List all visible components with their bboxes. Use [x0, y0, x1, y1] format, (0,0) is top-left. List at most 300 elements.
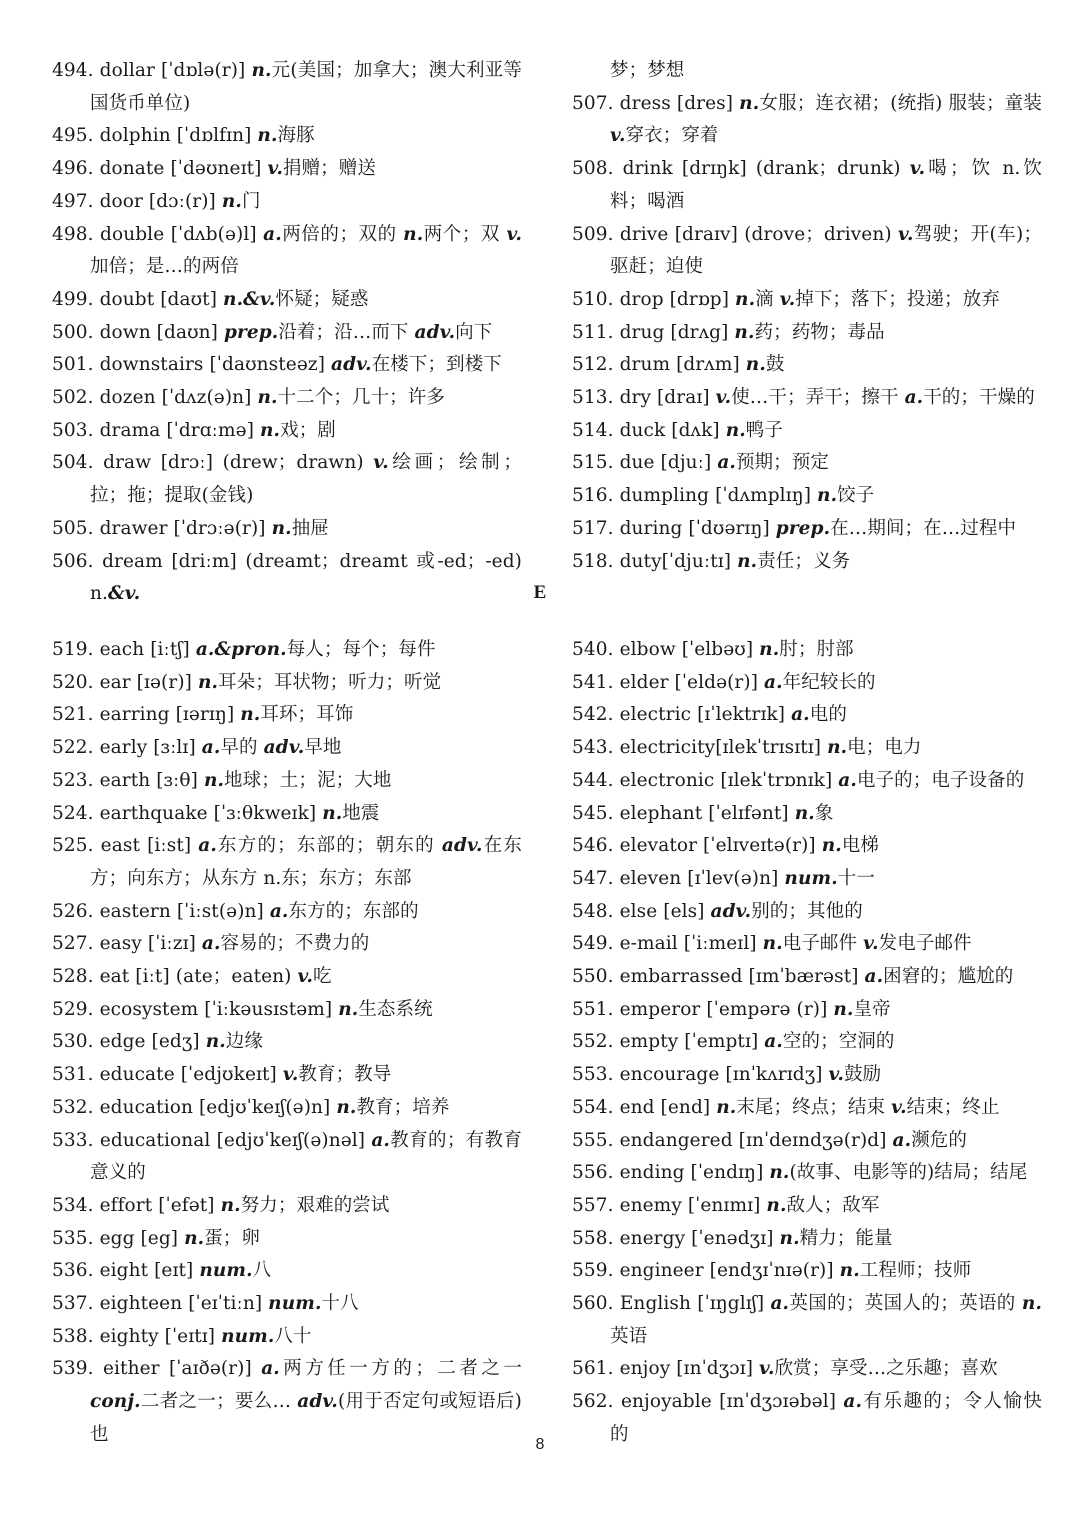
entry-text: 522. early [ɜːlɪ]: [52, 737, 202, 759]
entry-text: 驾驶；开(车)；驱赶；迫使: [610, 223, 1042, 278]
part-of-speech: n.: [734, 321, 755, 343]
vocab-entry: [572, 382, 1042, 415]
entry-text: 耳朵；耳状物；听力；听觉: [218, 671, 442, 693]
entry-text: 容易的；不费力的: [220, 933, 370, 955]
entry-text: 504. draw [drɔː] (drew；drawn): [52, 452, 374, 474]
part-of-speech: n.: [240, 704, 261, 726]
entry-text: 555. endangered [ɪnˈdeɪndʒə(r)d]: [572, 1129, 893, 1151]
part-of-speech: v.: [897, 223, 914, 245]
entry-text: 494. dollar [ˈdɒlə(r)]: [52, 60, 252, 81]
vocab-entry: [572, 765, 1042, 798]
entry-text: 别的；其他的: [751, 900, 863, 922]
column-right-bottom: [572, 634, 1042, 1452]
entry-text: 向下: [455, 321, 493, 343]
entry-text: 501. downstairs [ˈdaʊnsteəz]: [52, 354, 332, 376]
entry-text: 喝；饮 n.饮料；喝酒: [610, 158, 1042, 212]
vocab-entry: [52, 830, 522, 895]
vocab-entry: [52, 1223, 522, 1256]
entry-text: 电的: [809, 704, 847, 726]
part-of-speech: adv.: [710, 900, 752, 922]
entry-text: 地球；土；泥；大地: [224, 769, 392, 791]
entry-text: 559. engineer [endʒɪˈnɪə(r)]: [572, 1260, 840, 1282]
entry-text: 535. egg [eg]: [52, 1227, 185, 1249]
entry-text: 肘；肘部: [779, 639, 854, 660]
part-of-speech: adv.: [331, 354, 372, 376]
part-of-speech: n.: [184, 1227, 205, 1249]
entry-text: 女服；连衣裙；(统指) 服装；童装: [759, 92, 1042, 114]
vocab-entry: [52, 55, 522, 120]
part-of-speech: n.: [766, 1194, 787, 1216]
entry-text: 495. dolphin [ˈdɒlfɪn]: [52, 125, 258, 147]
entry-text: 511. drug [drʌg]: [572, 321, 735, 343]
entry-text: 欣赏；享受…之乐趣；喜欢: [774, 1358, 998, 1380]
vocab-entry: [52, 349, 522, 382]
entry-text: 505. drawer [ˈdrɔːə(r)]: [52, 517, 272, 539]
entry-text: 蛋；卵: [204, 1227, 260, 1249]
part-of-speech: n.: [762, 933, 783, 955]
part-of-speech: v.: [506, 223, 522, 245]
part-of-speech: num.: [268, 1293, 322, 1315]
entry-text: 561. enjoy [ɪnˈdʒɔɪ]: [572, 1358, 760, 1380]
entry-text: 戏；剧: [280, 419, 336, 441]
part-of-speech: n.: [817, 485, 838, 507]
part-of-speech: v.: [863, 933, 879, 955]
vocab-entry: [572, 994, 1042, 1027]
entry-text: 元(美国；加拿大；澳大利亚等国货币单位): [90, 60, 523, 114]
entry-text: 八: [252, 1260, 272, 1282]
vocab-entry: [572, 928, 1042, 961]
entry-text: 527. easy [ˈiːzɪ]: [52, 933, 202, 955]
vocab-entry: [572, 447, 1042, 480]
entry-text: 523. earth [ɜːθ]: [52, 769, 204, 791]
vocab-entry: [572, 1353, 1042, 1386]
part-of-speech: n.: [251, 60, 272, 81]
vocab-entry: [572, 634, 1042, 667]
vocab-entry: [52, 317, 522, 350]
part-of-speech: v.: [891, 1096, 907, 1118]
entry-text: 530. edge [edʒ]: [52, 1031, 206, 1053]
part-of-speech: adv.: [441, 835, 483, 857]
entry-text: 552. empty [ˈemptɪ]: [572, 1031, 765, 1053]
entry-text: 558. energy [ˈenədʒɪ]: [572, 1227, 780, 1249]
part-of-speech: num.: [199, 1260, 253, 1282]
entry-text: 549. e-mail [ˈiːmeɪl]: [572, 933, 763, 955]
entry-text: 500. down [daʊn]: [52, 321, 224, 343]
vocab-entry: [52, 961, 522, 994]
vocab-entry: [572, 219, 1042, 284]
part-of-speech: a.: [269, 900, 289, 922]
entry-text: 结束；终止: [906, 1096, 1000, 1118]
entry-text: 506. dream [driːm] (dreamt；dreamt 或-ed；-ed) n.: [52, 550, 522, 605]
part-of-speech: a.: [764, 1031, 783, 1053]
entry-text: 加倍；是…的两倍: [90, 256, 239, 278]
vocab-entry: [572, 1288, 1042, 1353]
entry-text: 预期；预定: [735, 452, 829, 474]
entry-text: 象: [814, 802, 834, 824]
part-of-speech: n.: [220, 1194, 241, 1216]
part-of-speech: a.: [717, 452, 736, 474]
vocab-entry: [572, 1059, 1042, 1092]
entry-text: 英国的；英国人的；英语的: [789, 1293, 1022, 1315]
entry-text: 537. eighteen [ˈeɪˈtiːn]: [52, 1293, 269, 1315]
entry-text: 敌人；敌军: [786, 1194, 880, 1216]
vocab-entry: [52, 284, 522, 317]
vocab-entry: [572, 1223, 1042, 1256]
entry-text: 八十: [274, 1325, 312, 1347]
vocab-entry: [572, 896, 1042, 929]
part-of-speech: v.: [610, 125, 626, 147]
part-of-speech: num.: [784, 867, 838, 889]
entry-text: 在…期间；在…过程中: [830, 517, 1017, 539]
entry-text: 520. ear [ɪə(r)]: [52, 671, 198, 693]
entry-text: 551. emperor [ˈempərə (r)]: [572, 998, 834, 1020]
entry-text: 努力；艰难的尝试: [240, 1194, 390, 1216]
entry-text: 536. eight [eɪt]: [52, 1260, 200, 1282]
column-right-top: [572, 55, 1042, 578]
part-of-speech: a.: [904, 387, 924, 409]
part-of-speech: conj.: [90, 1391, 141, 1413]
part-of-speech: a.&pron.: [195, 639, 287, 660]
entry-text: 皇帝: [853, 998, 891, 1020]
part-of-speech: n.: [221, 190, 242, 212]
entry-text: (用于否定句或短语后)也: [90, 1391, 522, 1445]
entry-text: 门: [241, 190, 261, 212]
part-of-speech: a.: [764, 671, 783, 693]
column-left-bottom: [52, 634, 522, 1452]
part-of-speech: n.: [739, 92, 760, 114]
vocab-entry: [52, 153, 522, 186]
entry-text: 541. elder [ˈeldə(r)]: [572, 671, 764, 693]
entry-text: 526. eastern [ˈiːst(ə)n]: [52, 900, 270, 922]
entry-text: 鼓励: [844, 1064, 882, 1086]
entry-text: 滴: [755, 288, 780, 310]
entry-text: 528. eat [iːt] (ate；eaten): [52, 966, 298, 988]
vocab-entry: [52, 798, 522, 831]
entry-text: 抽屉: [291, 517, 329, 539]
part-of-speech: prep.: [223, 321, 279, 343]
entry-text: 543. electricity[ɪlekˈtrɪsɪtɪ]: [572, 737, 828, 759]
vocab-entry: [572, 1157, 1042, 1190]
entry-text: 539. either [ˈaɪðə(r)]: [52, 1358, 262, 1380]
vocab-entry: [572, 798, 1042, 831]
vocab-entry: [572, 830, 1042, 863]
entry-text: 发电子邮件: [878, 933, 972, 955]
vocab-entry: [572, 961, 1042, 994]
vocab-entry: [572, 153, 1042, 218]
entry-text: 边缘: [225, 1031, 263, 1053]
entry-text: 沿着；沿…而下: [278, 321, 415, 343]
entry-text: 560. English [ˈɪŋglɪʃ]: [572, 1293, 771, 1315]
vocab-entry: [572, 349, 1042, 382]
part-of-speech: n.&v.: [223, 288, 276, 310]
entry-text: 工程师；技师: [859, 1260, 972, 1282]
part-of-speech: n.: [257, 387, 278, 409]
vocab-entry: [52, 415, 522, 448]
entry-text: 540. elbow [ˈelbəʊ]: [572, 639, 760, 660]
entry-text: 553. encourage [ɪnˈkʌrɪdʒ]: [572, 1064, 829, 1086]
part-of-speech: n.: [745, 354, 766, 376]
entry-text: 两方任一方的；二者之一: [279, 1358, 522, 1380]
entry-text: 513. dry [draɪ]: [572, 387, 716, 409]
vocab-entry: [52, 667, 522, 700]
entry-text: 521. earring [ɪərɪŋ]: [52, 704, 241, 726]
entry-text: 534. effort [ˈefət]: [52, 1194, 221, 1216]
entry-text: 两倍的；双的: [281, 223, 404, 245]
entry-text: 绘画；绘制；拉；拖；提取(金钱): [90, 452, 522, 507]
vocab-entry: [52, 634, 522, 667]
part-of-speech: a.: [843, 1391, 863, 1413]
entry-text: 533. educational [edjʊˈkeɪʃ(ə)nəl]: [52, 1129, 372, 1151]
entry-text: 东方的；东部的；朝东的: [216, 835, 442, 857]
part-of-speech: v.: [828, 1064, 845, 1086]
entry-text: 早地: [304, 737, 342, 759]
part-of-speech: n.: [794, 802, 815, 824]
entry-text: 电子邮件: [782, 933, 864, 955]
part-of-speech: n.: [322, 802, 343, 824]
part-of-speech: n.: [403, 223, 424, 245]
entry-text: 东方的；东部的: [288, 900, 419, 922]
entry-text: 两个；双: [423, 223, 507, 245]
entry-text: 十八: [321, 1293, 359, 1315]
part-of-speech: a.: [864, 966, 884, 988]
part-of-speech: n.: [338, 998, 359, 1020]
vocab-entry: [52, 1255, 522, 1288]
entry-text: 使…干；弄干；擦干: [731, 387, 905, 409]
entry-text: 519. each [iːtʃ]: [52, 639, 196, 660]
entry-text: 516. dumpling [ˈdʌmplɪŋ]: [572, 485, 818, 507]
entry-text: 药；药物；毒品: [754, 321, 885, 343]
entry-text: 532. education [edjʊˈkeɪʃ(ə)n]: [52, 1096, 337, 1118]
vocab-entry: [572, 1190, 1042, 1223]
entry-text: 穿衣；穿着: [625, 125, 719, 147]
part-of-speech: a.: [791, 704, 810, 726]
entry-text: 英语: [610, 1325, 648, 1347]
part-of-speech: adv.: [297, 1391, 338, 1413]
entry-text: 496. donate [ˈdəʊneɪt]: [52, 158, 268, 180]
vocab-entry: [52, 447, 522, 512]
entry-text: 509. drive [draɪv] (drove；driven): [572, 223, 898, 245]
entry-text: 梦；梦想: [610, 60, 685, 81]
part-of-speech: a.: [371, 1129, 390, 1151]
entry-text: 早的: [220, 737, 264, 759]
part-of-speech: v.: [373, 452, 389, 474]
entry-text: 517. during [ˈdʊərɪŋ]: [572, 517, 776, 539]
entry-text: 责任；义务: [757, 550, 851, 572]
entry-text: 电子的；电子设备的: [856, 769, 1025, 791]
part-of-speech: n.: [735, 288, 756, 310]
entry-text: 怀疑；疑惑: [275, 288, 369, 310]
part-of-speech: n.: [779, 1227, 800, 1249]
part-of-speech: n.: [839, 1260, 860, 1282]
entry-text: 每人；每个；每件: [286, 639, 436, 660]
entry-text: 地震: [342, 802, 380, 824]
entry-text: 教育的；有教育意义的: [90, 1129, 523, 1184]
part-of-speech: &v.: [108, 583, 141, 605]
vocab-entry: [572, 1255, 1042, 1288]
entry-text: 生态系统: [358, 998, 433, 1020]
vocab-entry: [572, 513, 1042, 546]
entry-text: 557. enemy [ˈenɪmɪ]: [572, 1194, 767, 1216]
vocab-entry: [52, 1321, 522, 1354]
entry-text: 末尾；终点；结束: [736, 1096, 892, 1118]
entry-text: 507. dress [dres]: [572, 92, 740, 114]
vocab-entry: [52, 1125, 522, 1190]
entry-text: 鸭子: [745, 419, 783, 441]
entry-text: 556. ending [ˈendɪŋ]: [572, 1162, 770, 1184]
vocab-entry: [52, 1092, 522, 1125]
entry-text: 吃: [313, 966, 332, 988]
vocab-entry: [52, 382, 522, 415]
part-of-speech: num.: [221, 1325, 275, 1347]
entry-text: 教育；教导: [298, 1064, 392, 1086]
entry-text: 有乐趣的；令人愉快的: [610, 1391, 1043, 1445]
part-of-speech: v.: [267, 158, 283, 180]
part-of-speech: a.: [263, 223, 282, 245]
vocab-entry: [52, 732, 522, 765]
entry-text: 503. drama [ˈdrɑːmə]: [52, 419, 260, 441]
vocab-entry: [572, 667, 1042, 700]
column-left-top: [52, 55, 522, 611]
vocab-entry: [52, 699, 522, 732]
vocab-entry: [572, 480, 1042, 513]
entry-text: 干的；干燥的: [923, 387, 1035, 409]
entry-text: 550. embarrassed [ɪmˈbærəst]: [572, 966, 865, 988]
entry-text: 524. earthquake [ˈɜːθkweɪk]: [52, 802, 323, 824]
part-of-speech: n.: [725, 419, 746, 441]
part-of-speech: v.: [759, 1358, 775, 1380]
part-of-speech: n.: [759, 639, 780, 660]
entry-text: 海豚: [277, 125, 315, 147]
part-of-speech: a.: [198, 835, 217, 857]
part-of-speech: n.: [1021, 1293, 1042, 1315]
vocab-entry: [52, 120, 522, 153]
entry-text: 562. enjoyable [ɪnˈdʒɔɪəbəl]: [572, 1391, 844, 1413]
entry-text: 546. elevator [ˈelɪveɪtə(r)]: [572, 835, 822, 857]
entry-text: 529. ecosystem [ˈiːkəusɪstəm]: [52, 998, 339, 1020]
entry-text: 饺子: [837, 485, 875, 507]
vocab-entry: [572, 863, 1042, 896]
vocab-entry: [52, 765, 522, 798]
entry-text: 545. elephant [ˈelɪfənt]: [572, 802, 795, 824]
part-of-speech: n.: [197, 671, 219, 693]
vocab-entry: [572, 732, 1042, 765]
entry-text: 525. east [iːst]: [52, 835, 199, 857]
entry-text: (故事、电影等的)结局；结尾: [789, 1162, 1028, 1184]
entry-text: 512. drum [drʌm]: [572, 354, 746, 376]
entry-text: 困窘的；尴尬的: [883, 966, 1014, 988]
entry-text: 542. electric [ɪˈlektrɪk]: [572, 704, 792, 726]
part-of-speech: v.: [779, 288, 796, 310]
entry-text: 鼓: [765, 354, 785, 376]
part-of-speech: n.: [821, 835, 842, 857]
entry-text: 497. door [dɔː(r)]: [52, 190, 222, 212]
vocab-entry: [572, 1125, 1042, 1158]
vocab-entry: [52, 1288, 522, 1321]
part-of-speech: a.: [770, 1293, 790, 1315]
part-of-speech: n.: [203, 769, 225, 791]
part-of-speech: n.: [769, 1162, 790, 1184]
entry-text: 在楼下；到楼下: [371, 354, 502, 376]
entry-text: 十一: [837, 867, 875, 889]
part-of-speech: prep.: [775, 517, 831, 539]
part-of-speech: adv.: [263, 737, 305, 759]
entry-text: 耳环；耳饰: [260, 704, 354, 726]
vocab-entry: [52, 1059, 522, 1092]
vocab-entry: [572, 88, 1042, 153]
entry-text: 515. due [djuː]: [572, 452, 718, 474]
part-of-speech: n.: [257, 125, 278, 147]
entry-text: 514. duck [dʌk]: [572, 419, 726, 441]
entry-text: 电；电力: [847, 737, 922, 759]
part-of-speech: a.: [261, 1358, 280, 1380]
page-number: 8: [535, 1436, 545, 1453]
vocab-entry: [52, 513, 522, 546]
entry-text: 499. doubt [daʊt]: [52, 288, 224, 310]
entry-text: 捐赠；赠送: [282, 158, 376, 180]
entry-text: 518. duty[ˈdjuːtɪ]: [572, 550, 738, 572]
entry-text: 498. double [ˈdʌb(ə)l]: [52, 223, 264, 245]
part-of-speech: n.: [833, 998, 854, 1020]
entry-text: 年纪较长的: [782, 671, 876, 693]
part-of-speech: n.: [827, 737, 848, 759]
vocab-entry: [572, 699, 1042, 732]
part-of-speech: n.: [716, 1096, 737, 1118]
vocab-entry: [52, 186, 522, 219]
section-letter: E: [533, 582, 547, 603]
entry-text: 精力；能量: [799, 1227, 893, 1249]
vocab-entry: [572, 284, 1042, 317]
vocab-entry: [52, 896, 522, 929]
entry-text: 空的；空洞的: [782, 1031, 895, 1053]
part-of-speech: a.: [201, 933, 221, 955]
entry-text: 502. dozen [ˈdʌz(ə)n]: [52, 387, 258, 409]
entry-text: 544. electronic [ɪlekˈtrɒnɪk]: [572, 769, 839, 791]
entry-text: 547. eleven [ɪˈlev(ə)n]: [572, 867, 785, 889]
entry-text: 554. end [end]: [572, 1096, 717, 1118]
vocab-entry: [572, 317, 1042, 350]
part-of-speech: n.: [205, 1031, 226, 1053]
entry-text: 掉下；落下；投递；放弃: [795, 288, 1000, 310]
vocab-entry: [52, 1026, 522, 1059]
part-of-speech: n.: [260, 419, 281, 441]
entry-text: 濒危的: [911, 1129, 967, 1151]
part-of-speech: a.: [201, 737, 221, 759]
part-of-speech: n.: [271, 517, 292, 539]
part-of-speech: v.: [282, 1064, 299, 1086]
part-of-speech: v.: [715, 387, 732, 409]
part-of-speech: n.: [336, 1096, 357, 1118]
entry-text: 510. drop [drɒp]: [572, 288, 736, 310]
part-of-speech: a.: [838, 769, 857, 791]
part-of-speech: adv.: [414, 321, 456, 343]
entry-text: 二者之一；要么…: [140, 1391, 298, 1413]
part-of-speech: n.: [737, 550, 758, 572]
vocab-entry: [52, 928, 522, 961]
part-of-speech: a.: [892, 1129, 912, 1151]
part-of-speech: v.: [297, 966, 313, 988]
vocab-entry: [52, 1190, 522, 1223]
vocab-entry: [52, 219, 522, 284]
vocab-entry: [572, 1026, 1042, 1059]
vocab-entry: [572, 546, 1042, 579]
entry-text: 在东方；向东方；从东方 n.东；东方；东部: [90, 835, 522, 889]
entry-text: 电梯: [841, 835, 880, 857]
entry-text: 548. else [els]: [572, 900, 711, 922]
entry-text: 531. educate [ˈedjʊkeɪt]: [52, 1064, 283, 1086]
entry-text: 538. eighty [ˈeɪtɪ]: [52, 1325, 222, 1347]
entry-text: 十二个；几十；许多: [277, 387, 445, 409]
entry-continuation: [572, 55, 1042, 88]
